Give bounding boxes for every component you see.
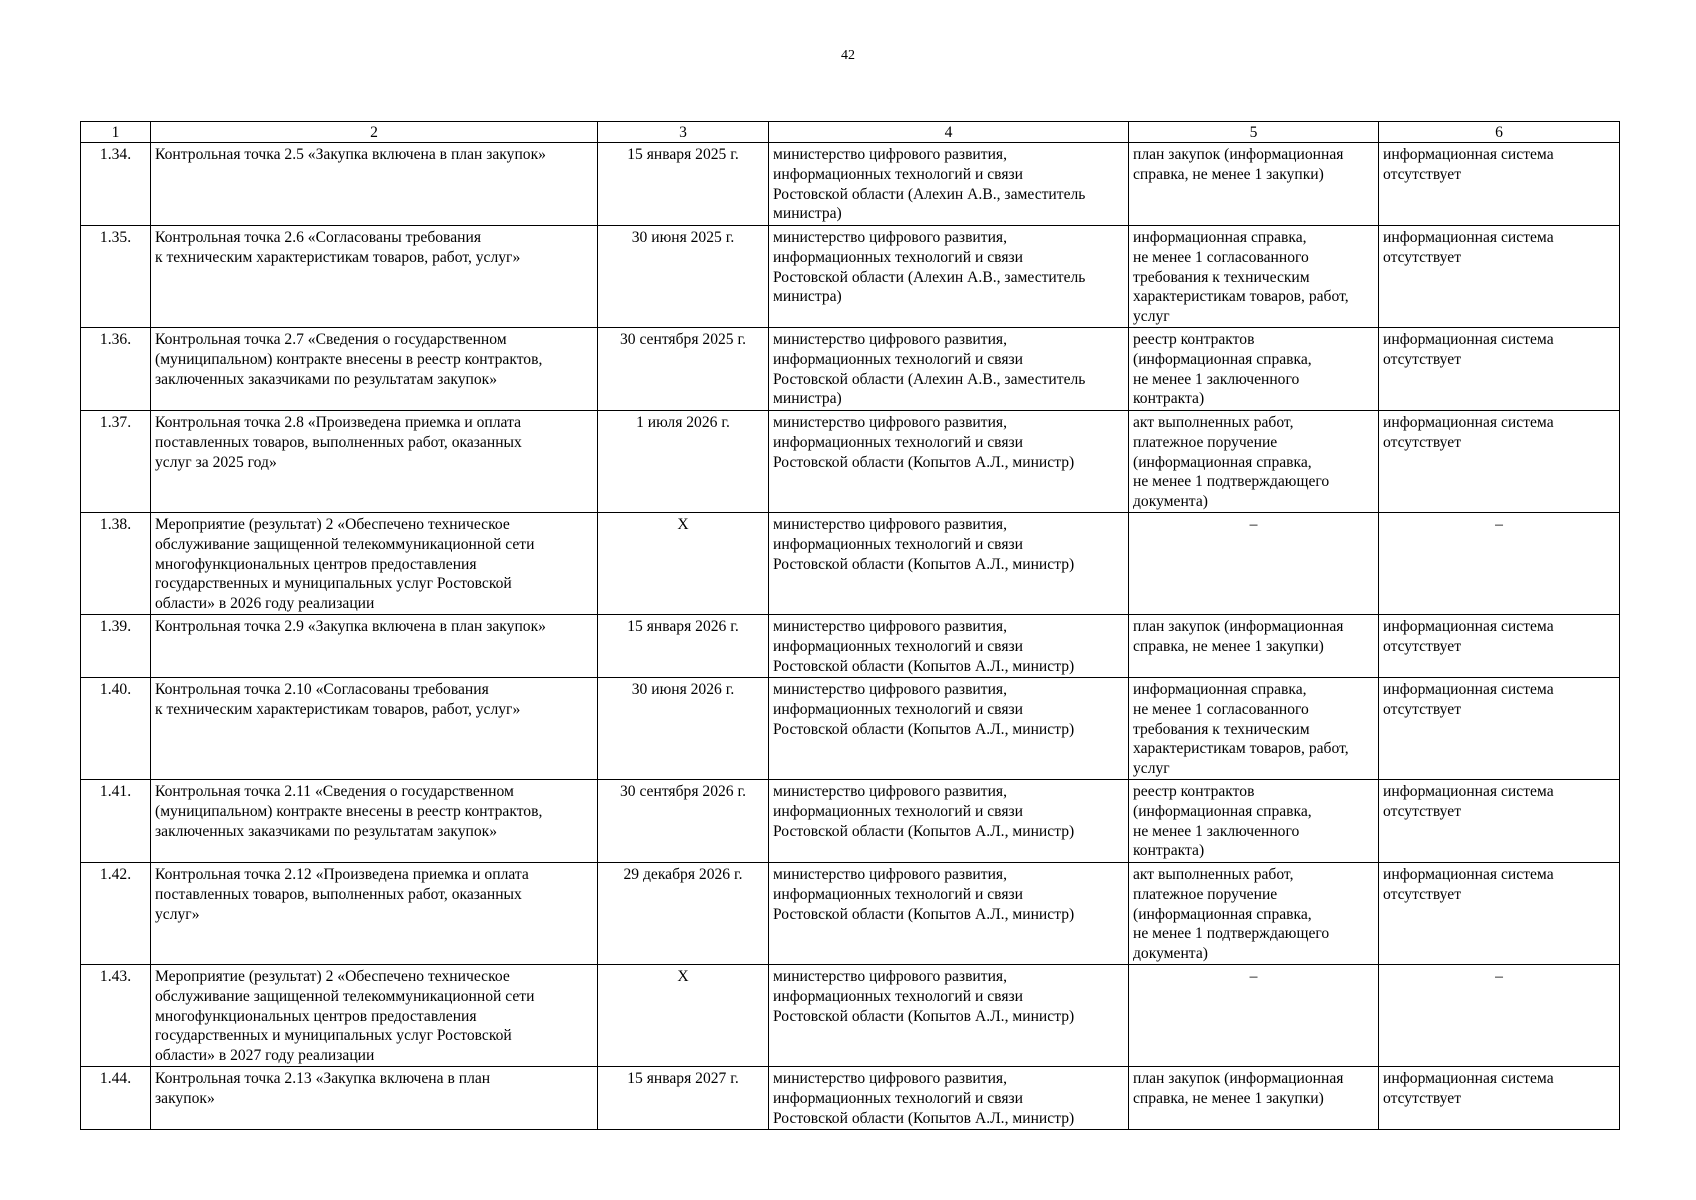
control-point-name-line: закупок» xyxy=(155,1089,215,1107)
table-row xyxy=(81,1067,1620,1130)
information-system-line: отсутствует xyxy=(1383,1089,1462,1107)
row-number-cell: 1.36. xyxy=(81,328,151,411)
responsible-cell xyxy=(769,513,1129,615)
responsible-cell xyxy=(769,328,1129,411)
responsible-line: Ростовской области (Алехин А.В., заместитель xyxy=(773,185,1086,203)
document-line: – xyxy=(1249,516,1258,533)
responsible-line: министерство цифрового развития, xyxy=(773,331,1008,348)
control-point-name-line: государственных и муниципальных услуг Ростовской xyxy=(155,1027,512,1045)
responsible-line: Ростовской области (Копытов А.Л., министр) xyxy=(773,905,1075,923)
document-cell xyxy=(1129,328,1379,411)
responsible-cell xyxy=(769,678,1129,780)
responsible-cell xyxy=(769,863,1129,965)
table-row xyxy=(81,328,1620,411)
document-line: документа) xyxy=(1133,945,1208,963)
table-row xyxy=(81,226,1620,328)
information-system-line: информационная система xyxy=(1383,681,1554,698)
date-cell: 30 июня 2026 г. xyxy=(598,678,769,780)
control-point-name-line: государственных и муниципальных услуг Ростовской xyxy=(155,575,512,593)
responsible-line: информационных технологий и связи xyxy=(773,433,1024,451)
document-line: план закупок (информационная xyxy=(1133,1070,1344,1087)
control-point-name-line: многофункциональных центров предоставления xyxy=(155,555,477,573)
date-cell: 15 января 2027 г. xyxy=(598,1067,769,1130)
responsible-line: Ростовской области (Копытов А.Л., министр) xyxy=(773,822,1075,840)
responsible-line: информационных технологий и связи xyxy=(773,700,1024,718)
information-system-line: отсутствует xyxy=(1383,248,1462,266)
control-point-name-cell xyxy=(151,678,598,780)
document-line: реестр контрактов xyxy=(1133,331,1255,348)
information-system-cell xyxy=(1379,678,1620,780)
document-line: информационная справка, xyxy=(1133,681,1307,698)
responsible-line: Ростовской области (Копытов А.Л., министр) xyxy=(773,555,1075,573)
control-point-name-line: Контрольная точка 2.10 «Согласованы требования xyxy=(155,681,489,698)
document-line: (информационная справка, xyxy=(1133,453,1312,471)
row-number-cell: 1.39. xyxy=(81,615,151,678)
control-point-name-line: к техническим характеристикам товаров, работ, услуг» xyxy=(155,700,521,718)
table-row xyxy=(81,780,1620,863)
document-line: не менее 1 согласованного xyxy=(1133,700,1309,718)
control-points-table xyxy=(80,121,1620,1130)
control-point-name-line: Контрольная точка 2.11 «Сведения о государственном xyxy=(155,783,514,800)
control-point-name-line: к техническим характеристикам товаров, работ, услуг» xyxy=(155,248,521,266)
control-point-name-line: (муниципальном) контракте внесены в реестр контрактов, xyxy=(155,802,543,820)
document-cell xyxy=(1129,143,1379,226)
responsible-line: информационных технологий и связи xyxy=(773,987,1024,1005)
control-point-name-cell xyxy=(151,1067,598,1130)
responsible-line: информационных технологий и связи xyxy=(773,637,1024,655)
control-point-name-line: обслуживание защищенной телекоммуникационной сети xyxy=(155,535,535,553)
header-cell-2: 2 xyxy=(151,122,598,143)
row-number-cell: 1.38. xyxy=(81,513,151,615)
responsible-line: министерство цифрового развития, xyxy=(773,1070,1008,1087)
information-system-line: информационная система xyxy=(1383,783,1554,800)
control-point-name-line: заключенных заказчиками по результатам закупок» xyxy=(155,370,498,388)
responsible-cell xyxy=(769,411,1129,513)
control-point-name-cell xyxy=(151,513,598,615)
responsible-line: министра) xyxy=(773,288,842,306)
information-system-cell xyxy=(1379,513,1620,615)
control-point-name-line: Контрольная точка 2.9 «Закупка включена в план закупок» xyxy=(155,618,546,635)
row-number-cell: 1.34. xyxy=(81,143,151,226)
document-line: не менее 1 подтверждающего xyxy=(1133,925,1330,943)
document-line: характеристикам товаров, работ, xyxy=(1133,288,1349,306)
responsible-cell xyxy=(769,226,1129,328)
control-point-name-line: многофункциональных центров предоставления xyxy=(155,1007,477,1025)
responsible-line: министра) xyxy=(773,205,842,223)
document-line: платежное поручение xyxy=(1133,885,1278,903)
responsible-line: информационных технологий и связи xyxy=(773,1089,1024,1107)
information-system-line: информационная система xyxy=(1383,1070,1554,1087)
responsible-line: министра) xyxy=(773,390,842,408)
responsible-line: Ростовской области (Копытов А.Л., министр) xyxy=(773,453,1075,471)
responsible-line: информационных технологий и связи xyxy=(773,885,1024,903)
control-point-name-cell xyxy=(151,863,598,965)
table-row xyxy=(81,615,1620,678)
row-number-cell: 1.42. xyxy=(81,863,151,965)
document-cell xyxy=(1129,965,1379,1067)
page-number: 42 xyxy=(841,48,855,63)
date-cell: 30 июня 2025 г. xyxy=(598,226,769,328)
information-system-cell xyxy=(1379,965,1620,1067)
document-line: требования к техническим xyxy=(1133,268,1310,286)
document-line: контракта) xyxy=(1133,390,1205,408)
responsible-line: Ростовской области (Копытов А.Л., министр) xyxy=(773,1007,1075,1025)
control-point-name-line: Контрольная точка 2.12 «Произведена приемка и оплата xyxy=(155,866,529,883)
document-line: услуг xyxy=(1133,760,1170,778)
row-number-cell: 1.35. xyxy=(81,226,151,328)
table-row xyxy=(81,143,1620,226)
responsible-line: министерство цифрового развития, xyxy=(773,866,1008,883)
document-line: (информационная справка, xyxy=(1133,905,1312,923)
document-line: акт выполненных работ, xyxy=(1133,414,1294,431)
table-row xyxy=(81,965,1620,1067)
control-point-name-cell xyxy=(151,328,598,411)
control-point-name-line: услуг за 2025 год» xyxy=(155,453,277,471)
document-line: не менее 1 заключенного xyxy=(1133,370,1300,388)
information-system-line: отсутствует xyxy=(1383,802,1462,820)
document-cell xyxy=(1129,513,1379,615)
document-line: контракта) xyxy=(1133,842,1205,860)
date-cell: 30 сентября 2026 г. xyxy=(598,780,769,863)
information-system-line: информационная система xyxy=(1383,618,1554,635)
responsible-line: Ростовской области (Копытов А.Л., министр) xyxy=(773,657,1075,675)
control-point-name-line: Контрольная точка 2.6 «Согласованы требования xyxy=(155,229,481,246)
control-point-name-line: Мероприятие (результат) 2 «Обеспечено техническое xyxy=(155,968,510,985)
control-point-name-cell xyxy=(151,965,598,1067)
document-line: план закупок (информационная xyxy=(1133,618,1344,635)
document-line: услуг xyxy=(1133,308,1170,326)
responsible-line: министерство цифрового развития, xyxy=(773,968,1008,985)
control-point-name-line: области» в 2027 году реализации xyxy=(155,1047,375,1065)
control-point-name-line: Контрольная точка 2.8 «Произведена приемка и оплата xyxy=(155,414,521,431)
date-cell: 30 сентября 2025 г. xyxy=(598,328,769,411)
date-cell: 15 января 2025 г. xyxy=(598,143,769,226)
responsible-line: министерство цифрового развития, xyxy=(773,414,1008,431)
information-system-cell xyxy=(1379,780,1620,863)
document-line: не менее 1 подтверждающего xyxy=(1133,473,1330,491)
responsible-cell xyxy=(769,143,1129,226)
date-cell: 1 июля 2026 г. xyxy=(598,411,769,513)
document-line: реестр контрактов xyxy=(1133,783,1255,800)
responsible-line: министерство цифрового развития, xyxy=(773,516,1008,533)
responsible-line: информационных технологий и связи xyxy=(773,165,1024,183)
control-point-name-cell xyxy=(151,143,598,226)
header-cell-4: 4 xyxy=(769,122,1129,143)
document-cell xyxy=(1129,1067,1379,1130)
information-system-line: отсутствует xyxy=(1383,700,1462,718)
information-system-cell xyxy=(1379,863,1620,965)
responsible-cell xyxy=(769,1067,1129,1130)
responsible-line: министерство цифрового развития, xyxy=(773,681,1008,698)
responsible-line: Ростовской области (Копытов А.Л., министр) xyxy=(773,720,1075,738)
control-point-name-line: Контрольная точка 2.5 «Закупка включена в план закупок» xyxy=(155,146,546,163)
date-cell: X xyxy=(598,513,769,615)
information-system-cell xyxy=(1379,226,1620,328)
information-system-line: информационная система xyxy=(1383,331,1554,348)
information-system-line: отсутствует xyxy=(1383,637,1462,655)
row-number-cell: 1.37. xyxy=(81,411,151,513)
table-row xyxy=(81,678,1620,780)
control-point-name-line: обслуживание защищенной телекоммуникационной сети xyxy=(155,987,535,1005)
information-system-line: отсутствует xyxy=(1383,165,1462,183)
row-number-cell: 1.41. xyxy=(81,780,151,863)
information-system-cell xyxy=(1379,1067,1620,1130)
information-system-line: информационная система xyxy=(1383,414,1554,431)
responsible-line: информационных технологий и связи xyxy=(773,802,1024,820)
control-point-name-line: заключенных заказчиками по результатам закупок» xyxy=(155,822,498,840)
information-system-line: – xyxy=(1495,968,1503,985)
responsible-line: Ростовской области (Копытов А.Л., министр) xyxy=(773,1109,1075,1127)
information-system-cell xyxy=(1379,328,1620,411)
responsible-cell xyxy=(769,780,1129,863)
responsible-line: министерство цифрового развития, xyxy=(773,618,1008,635)
control-point-name-cell xyxy=(151,780,598,863)
information-system-line: – xyxy=(1495,516,1503,533)
document-line: не менее 1 заключенного xyxy=(1133,822,1300,840)
responsible-line: информационных технологий и связи xyxy=(773,248,1024,266)
responsible-line: министерство цифрового развития, xyxy=(773,783,1008,800)
information-system-line: отсутствует xyxy=(1383,885,1462,903)
table-row xyxy=(81,513,1620,615)
row-number-cell: 1.40. xyxy=(81,678,151,780)
information-system-line: отсутствует xyxy=(1383,433,1462,451)
document-line: – xyxy=(1249,968,1258,985)
control-point-name-cell xyxy=(151,411,598,513)
control-point-name-line: (муниципальном) контракте внесены в реестр контрактов, xyxy=(155,350,543,368)
control-point-name-line: Мероприятие (результат) 2 «Обеспечено техническое xyxy=(155,516,510,533)
information-system-cell xyxy=(1379,143,1620,226)
document-line: план закупок (информационная xyxy=(1133,146,1344,163)
table-row xyxy=(81,411,1620,513)
information-system-line: информационная система xyxy=(1383,229,1554,246)
document-cell xyxy=(1129,863,1379,965)
responsible-line: министерство цифрового развития, xyxy=(773,229,1008,246)
control-point-name-line: области» в 2026 году реализации xyxy=(155,595,375,613)
document-line: справка, не менее 1 закупки) xyxy=(1133,1089,1324,1107)
control-point-name-cell xyxy=(151,615,598,678)
table-row xyxy=(81,863,1620,965)
document-cell xyxy=(1129,678,1379,780)
table-header-row xyxy=(81,122,1620,143)
responsible-line: информационных технологий и связи xyxy=(773,535,1024,553)
header-cell-3: 3 xyxy=(598,122,769,143)
information-system-cell xyxy=(1379,411,1620,513)
date-cell: 15 января 2026 г. xyxy=(598,615,769,678)
information-system-line: отсутствует xyxy=(1383,350,1462,368)
responsible-line: информационных технологий и связи xyxy=(773,350,1024,368)
document-line: не менее 1 согласованного xyxy=(1133,248,1309,266)
document-line: требования к техническим xyxy=(1133,720,1310,738)
header-cell-5: 5 xyxy=(1129,122,1379,143)
information-system-cell xyxy=(1379,615,1620,678)
row-number-cell: 1.43. xyxy=(81,965,151,1067)
document-line: (информационная справка, xyxy=(1133,350,1312,368)
header-cell-1: 1 xyxy=(81,122,151,143)
header-cell-6: 6 xyxy=(1379,122,1620,143)
information-system-line: информационная система xyxy=(1383,146,1554,163)
control-point-name-line: услуг» xyxy=(155,905,200,923)
date-cell: X xyxy=(598,965,769,1067)
control-point-name-line: поставленных товаров, выполненных работ, оказанных xyxy=(155,885,522,903)
control-point-name-line: Контрольная точка 2.13 «Закупка включена в план xyxy=(155,1070,491,1087)
date-cell: 29 декабря 2026 г. xyxy=(598,863,769,965)
responsible-line: Ростовской области (Алехин А.В., заместитель xyxy=(773,268,1086,286)
responsible-line: министерство цифрового развития, xyxy=(773,146,1008,163)
document-cell xyxy=(1129,226,1379,328)
document-line: характеристикам товаров, работ, xyxy=(1133,740,1349,758)
responsible-line: Ростовской области (Алехин А.В., заместитель xyxy=(773,370,1086,388)
document-cell xyxy=(1129,411,1379,513)
document-line: документа) xyxy=(1133,493,1208,511)
responsible-cell xyxy=(769,965,1129,1067)
document-cell xyxy=(1129,780,1379,863)
document-line: справка, не менее 1 закупки) xyxy=(1133,637,1324,655)
document-line: платежное поручение xyxy=(1133,433,1278,451)
document-line: справка, не менее 1 закупки) xyxy=(1133,165,1324,183)
document-cell xyxy=(1129,615,1379,678)
document-line: акт выполненных работ, xyxy=(1133,866,1294,883)
control-point-name-line: Контрольная точка 2.7 «Сведения о государственном xyxy=(155,331,507,348)
document-line: (информационная справка, xyxy=(1133,802,1312,820)
control-point-name-cell xyxy=(151,226,598,328)
control-point-name-line: поставленных товаров, выполненных работ, оказанных xyxy=(155,433,522,451)
information-system-line: информационная система xyxy=(1383,866,1554,883)
row-number-cell: 1.44. xyxy=(81,1067,151,1130)
responsible-cell xyxy=(769,615,1129,678)
document-line: информационная справка, xyxy=(1133,229,1307,246)
